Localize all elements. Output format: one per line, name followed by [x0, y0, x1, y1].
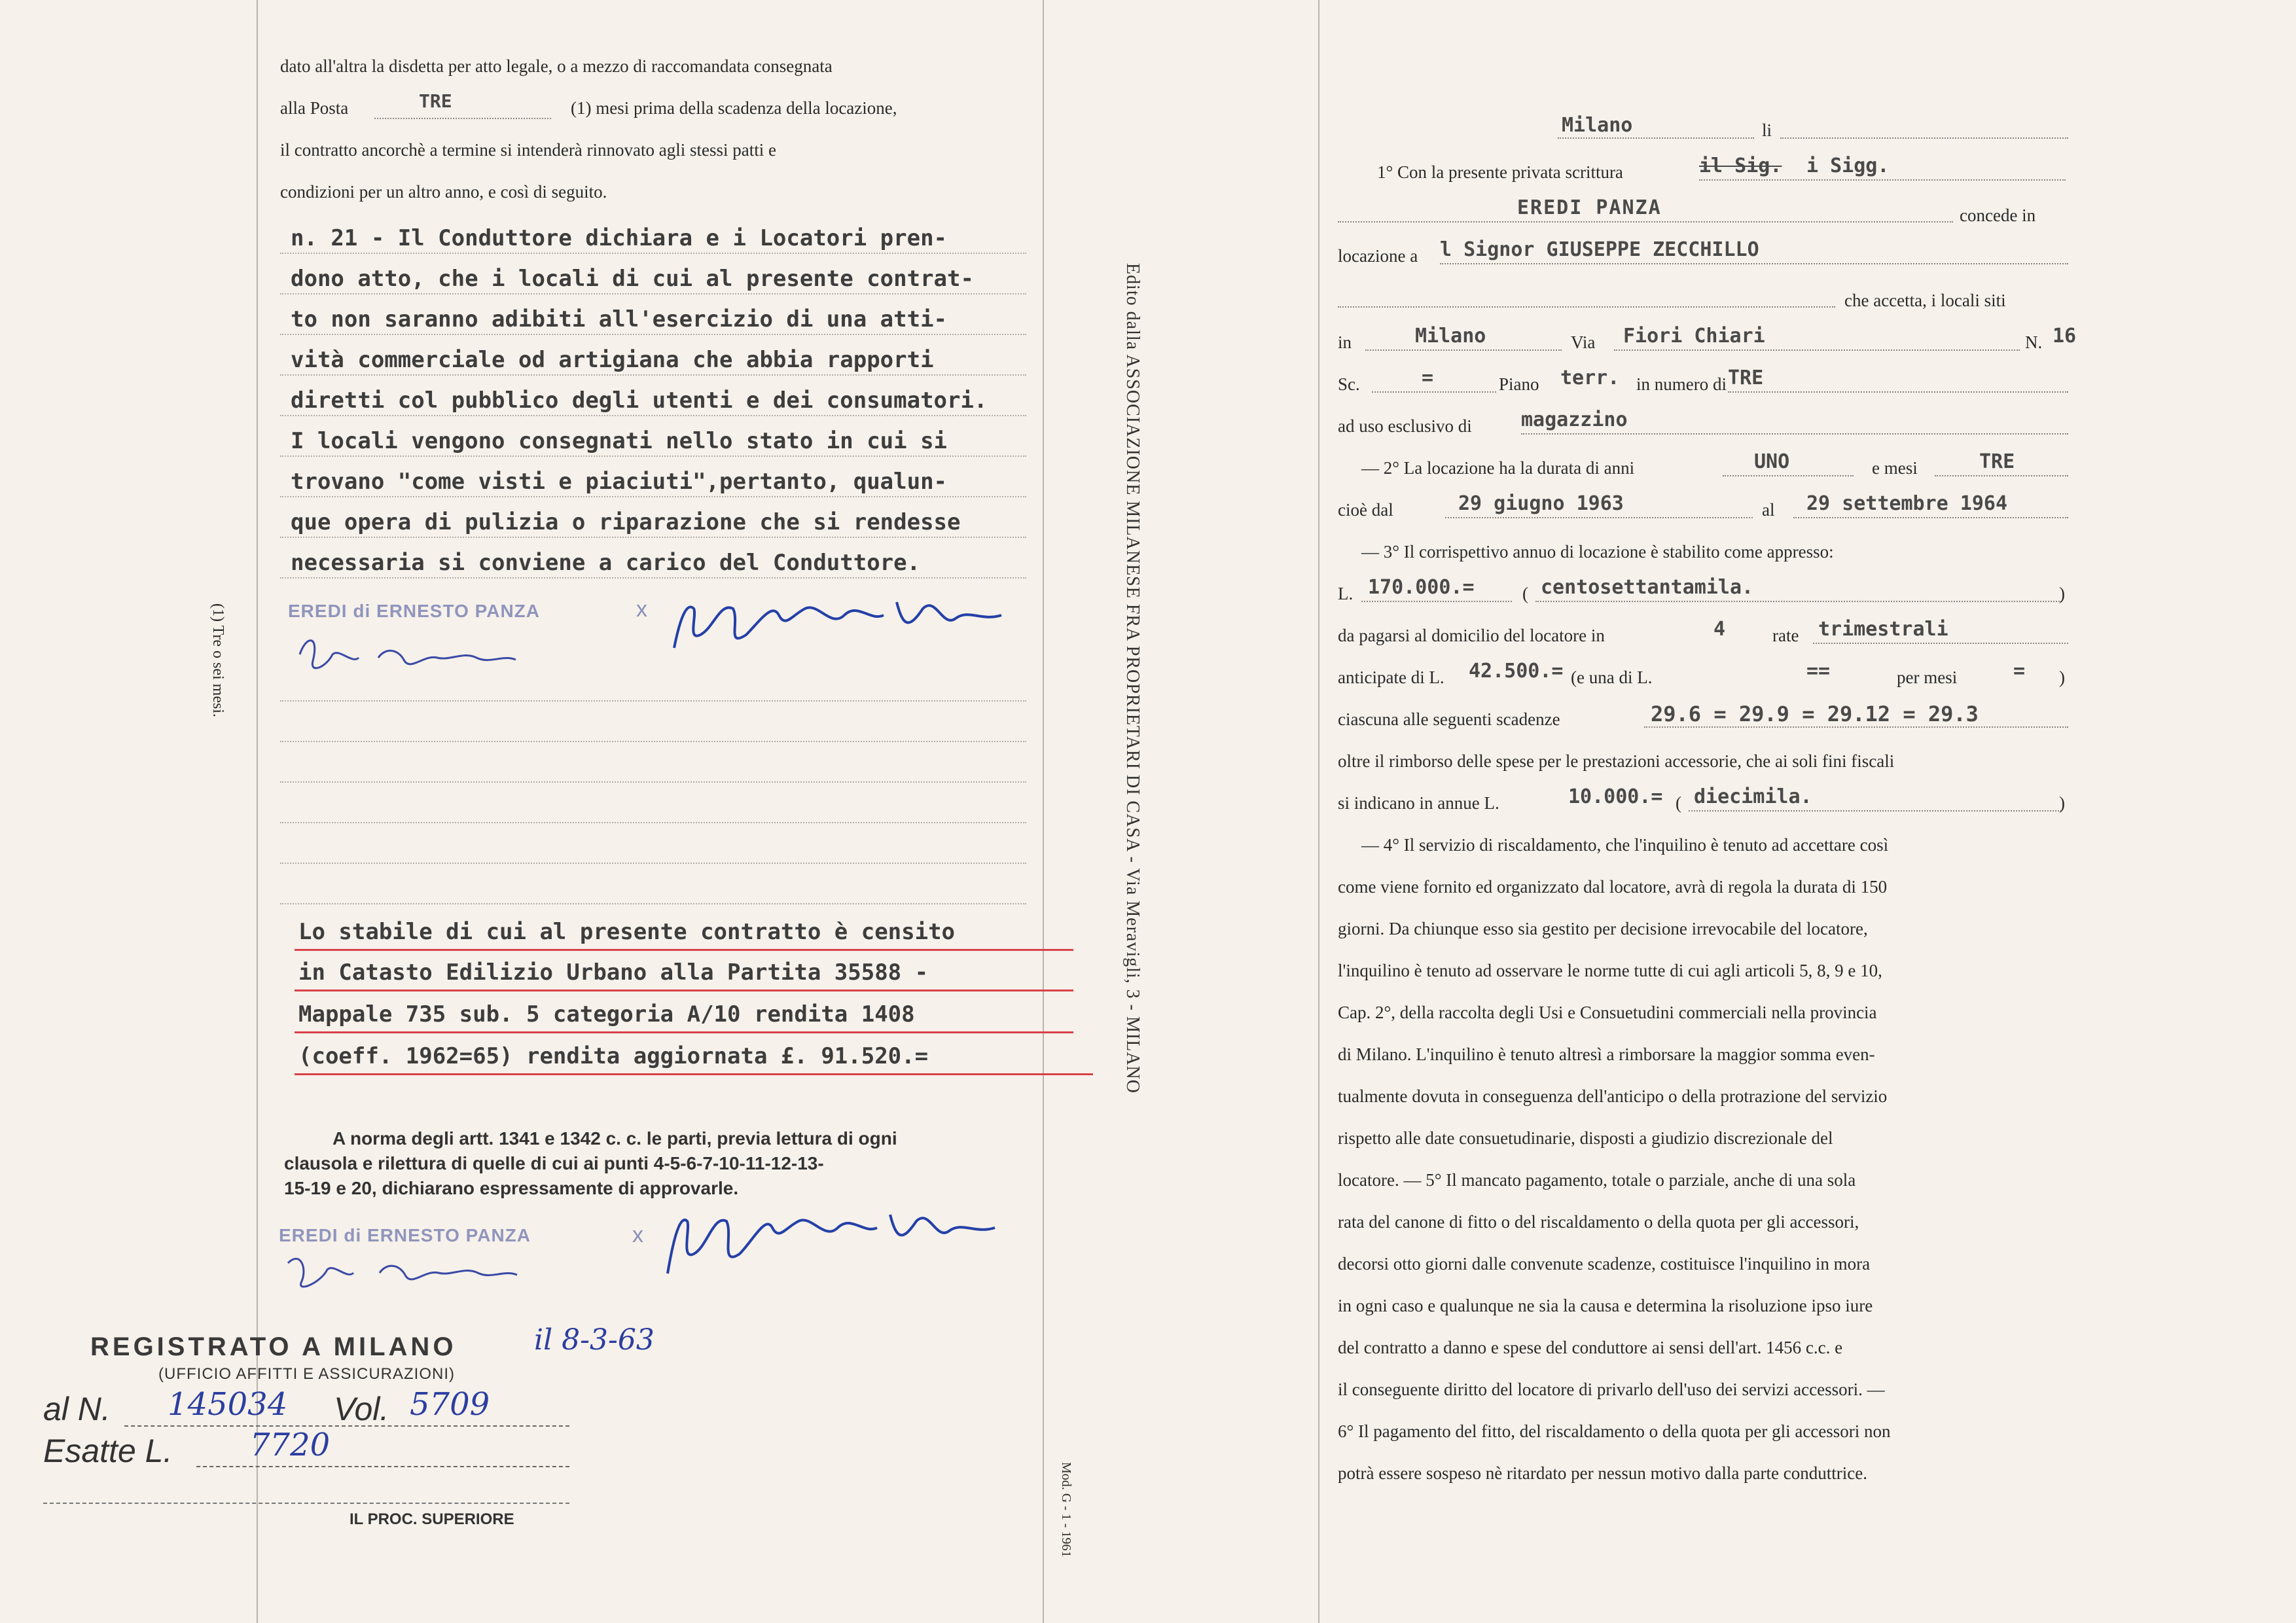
L-dots: [1361, 601, 1512, 602]
al-dots: [1793, 517, 2068, 518]
clause21-line: trovano "come visti e piaciuti",pertanto, qualun-: [291, 469, 948, 495]
corrispettivo-line: — 3° Il corrispettivo annuo di locazione è stabilito come appresso:: [1361, 542, 1834, 562]
rule: [280, 537, 1026, 538]
locazione-label: locazione a: [1338, 246, 1418, 266]
L-close-paren: ): [2059, 584, 2065, 603]
body-line: rispetto alle date consuetudinarie, disposti a giudizio discrezionale del: [1338, 1128, 1833, 1148]
rule: [280, 253, 1026, 254]
registration-date: il 8-3-63: [534, 1323, 655, 1357]
via-dots: [1614, 349, 2020, 351]
body-line: 6° Il pagamento del fitto, del riscaldamento o della quota per gli accessori non: [1338, 1421, 1891, 1441]
vol-label: Vol.: [334, 1391, 389, 1427]
L-open-paren: (: [1522, 584, 1528, 603]
uso-fill: magazzino: [1521, 408, 1628, 431]
stabile-line: Lo stabile di cui al presente contratto è censito: [298, 919, 956, 945]
rule: [280, 903, 1026, 904]
publisher-spine: Edito dalla ASSOCIAZIONE MILANESE FRA PROPRIETARI DI CASA - Via Meravigli, 3 - MILANO: [1122, 263, 1143, 1094]
dal-dots: [1445, 517, 1753, 518]
per-mesi-close: ): [2059, 668, 2065, 687]
body-line: del contratto a danno e spese del conduttore ai sensi dell'art. 1456 c.c. e: [1338, 1338, 1843, 1357]
rule: [280, 334, 1026, 335]
mesi-label: e mesi: [1872, 458, 1918, 478]
numero-label: in numero di: [1636, 374, 1727, 394]
clause21-line: to non saranno adibiti all'esercizio di una atti-: [291, 306, 948, 332]
tenant-signature: [655, 1202, 1021, 1287]
piano-label: Piano: [1499, 374, 1539, 394]
red-underline: [295, 990, 1073, 991]
L-words-dots: [1535, 601, 2062, 602]
anticipate-label: anticipate di L.: [1338, 668, 1444, 687]
concede-in: concede in: [1960, 205, 2036, 225]
signature-mark: x: [636, 597, 647, 622]
clause1-pre: 1° Con la presente privata scrittura: [1377, 162, 1623, 182]
lessor-dots: [1338, 221, 1953, 223]
tenant-dots: [1440, 263, 2068, 264]
una-di-label: (e una di L.: [1571, 668, 1653, 687]
rule: [280, 700, 1026, 702]
anni-dots: [1723, 475, 1854, 476]
stabile-line: (coeff. 1962=65) rendita aggiornata £. 91.520.=: [298, 1043, 929, 1069]
rule: [280, 374, 1026, 376]
right-margin-line: [1318, 0, 1319, 1623]
body-line: come viene fornito ed organizzato dal locatore, avrà di regola la durata di 150: [1338, 877, 1888, 897]
form-code: Mod. G - 1 - 1961: [1059, 1462, 1073, 1558]
body-line: l'inquilino è tenuto ad osservare le norme tutte di cui agli articoli 5, 8, 9 e 10,: [1338, 961, 1882, 980]
via-label: Via: [1571, 332, 1596, 352]
dal-fill: 29 giugno 1963: [1458, 492, 1624, 515]
body-line: potrà essere sospeso nè ritardato per nessun motivo dalla parte conduttrice.: [1338, 1463, 1867, 1483]
al-n-label: al N.: [43, 1391, 111, 1427]
rate-fill: trimestrali: [1818, 618, 1948, 641]
heirs-stamp: EREDI di ERNESTO PANZA: [279, 1225, 531, 1245]
para1-line1: dato all'altra la disdetta per atto legale, o a mezzo di raccomandata consegnata: [280, 56, 833, 76]
center-fold-line: [1043, 0, 1044, 1623]
rate-label: rate: [1772, 626, 1799, 645]
body-line: di Milano. L'inquilino è tenuto altresì a rimborsare la maggior somma even-: [1338, 1044, 1875, 1064]
in-label: in: [1338, 332, 1352, 352]
durata-pre: — 2° La locazione ha la durata di anni: [1361, 458, 1635, 478]
clause21-line: necessaria si conviene a carico del Conduttore.: [291, 550, 921, 576]
numero-dots: [1728, 391, 2068, 393]
L-words: centosettantamila.: [1541, 576, 1754, 599]
city-dots: [1558, 137, 1754, 139]
mesi-dots: [1935, 475, 2068, 476]
footnote: (1) Tre o sei mesi.: [209, 603, 226, 717]
proc-superiore: IL PROC. SUPERIORE: [350, 1510, 514, 1528]
rule: [280, 863, 1026, 864]
norma-line: clausola e rilettura di quelle di cui ai punti 4-5-6-7-10-11-12-13-: [284, 1153, 824, 1173]
esatte-label: Esatte L.: [43, 1433, 173, 1469]
clause21-line: vità commerciale od artigiana che abbia rapporti: [291, 347, 934, 373]
scadenze-fill: 29.6 = 29.9 = 29.12 = 29.3: [1651, 702, 1979, 726]
scadenze-label: ciascuna alle seguenti scadenze: [1338, 709, 1560, 729]
piano-fill: terr.: [1560, 366, 1620, 389]
para1-line4: condizioni per un altro anno, e così di seguito.: [280, 182, 607, 202]
norma-line: 15-19 e 20, dichiarano espressamente di approvarle.: [284, 1178, 739, 1198]
cioe-label: cioè dal: [1338, 500, 1393, 520]
numero-fill: TRE: [1728, 366, 1764, 389]
rule: [280, 577, 1026, 579]
body-line: tualmente dovuta in conseguenza dell'anticipo o della protrazione del servizio: [1338, 1086, 1888, 1106]
L-label: L.: [1338, 584, 1354, 603]
indicano-close-paren: ): [2059, 793, 2065, 813]
rule: [280, 293, 1026, 294]
indicano-fill: 10.000.=: [1568, 785, 1663, 808]
rate-dots: [1813, 643, 2068, 644]
norma-line: A norma degli artt. 1341 e 1342 c. c. le parti, previa lettura di ogni: [332, 1128, 897, 1149]
clause21-line: I locali vengono consegnati nello stato in cui si: [291, 428, 948, 454]
posta-fill: TRE: [419, 90, 452, 112]
in-dots: [1365, 349, 1562, 351]
accetta-text: che accetta, i locali siti: [1844, 291, 2006, 310]
lessor-fill: EREDI PANZA: [1517, 196, 1662, 219]
li-label: li: [1762, 120, 1772, 140]
tenant-fill: l Signor GIUSEPPE ZECCHILLO: [1440, 238, 1759, 261]
clause21-line: dono atto, che i locali di cui al presente contrat-: [291, 266, 974, 292]
anticipate-fill: 42.500.=: [1469, 660, 1564, 683]
sc-label: Sc.: [1338, 374, 1360, 394]
clause21-line: diretti col pubblico degli utenti e dei consumatori.: [291, 387, 988, 414]
rule: [280, 496, 1026, 497]
uso-label: ad uso esclusivo di: [1338, 416, 1472, 436]
accetta-dots: [1338, 306, 1835, 308]
indicano-label: si indicano in annue L.: [1338, 793, 1499, 813]
mesi-fill: TRE: [1979, 450, 2015, 473]
city-fill: Milano: [1562, 114, 1633, 137]
in-fill: Milano: [1415, 325, 1486, 348]
indicano-words: diecimila.: [1694, 785, 1812, 808]
body-line: rata del canone di fitto o del riscaldamento o della quota per gli accessori,: [1338, 1212, 1859, 1232]
para1-line2-label: alla Posta: [280, 98, 349, 118]
clause21-line: que opera di pulizia o riparazione che si rendesse: [291, 509, 961, 535]
rule: [280, 781, 1026, 783]
n-label: N.: [2025, 332, 2043, 352]
body-line: il conseguente diritto del locatore di privarlo dell'uso dei servizi accessori. —: [1338, 1380, 1885, 1399]
indicano-open-paren: (: [1676, 793, 1681, 813]
para1-line3: il contratto ancorchè a termine si intenderà rinnovato agli stessi patti e: [280, 140, 776, 160]
vol-value: 5709: [410, 1386, 490, 1423]
body-line: locatore. — 5° Il mancato pagamento, totale o parziale, anche di una sola: [1338, 1170, 1856, 1190]
sc-dots: [1372, 391, 1496, 393]
sc-fill: =: [1422, 366, 1434, 389]
stabile-line: in Catasto Edilizio Urbano alla Partita 35588 -: [298, 959, 929, 986]
una-fill: ==: [1806, 660, 1831, 683]
registration-title: REGISTRATO A MILANO: [90, 1332, 457, 1361]
L-fill: 170.000.=: [1368, 576, 1475, 599]
n-fill: 16: [2053, 325, 2077, 348]
clause21-line: n. 21 - Il Conduttore dichiara e i Locatori pren-: [291, 225, 948, 251]
heirs-stamp: EREDI di ERNESTO PANZA: [288, 601, 541, 621]
esatte-dots: [196, 1466, 569, 1467]
scadenze-dots: [1644, 726, 2068, 728]
anni-fill: UNO: [1754, 450, 1790, 473]
body-line: Cap. 2°, della raccolta degli Usi e Consuetudini commerciali nella provincia: [1338, 1003, 1877, 1022]
posta-dots: [374, 118, 551, 119]
proc-line: [43, 1503, 569, 1504]
esatte-value: 7720: [250, 1427, 331, 1463]
li-dots: [1780, 137, 2068, 139]
indicano-dots: [1689, 810, 2062, 812]
al-label: al: [1762, 500, 1775, 520]
per-mesi-label: per mesi: [1897, 668, 1958, 687]
clause1-dots: [1699, 179, 2066, 181]
body-line: — 4° Il servizio di riscaldamento, che l'inquilino è tenuto ad accettare così: [1361, 835, 1889, 855]
clause1-fill: i Sigg.: [1806, 154, 1890, 177]
body-line: decorsi otto giorni dalle convenute scadenze, costituisce l'inquilino in mora: [1338, 1254, 1871, 1274]
rate-num: 4: [1713, 618, 1726, 641]
body-line: giorni. Da chiunque esso sia gestito per decisione irrevocabile del locatore,: [1338, 919, 1868, 938]
uso-dots: [1521, 433, 2068, 435]
landlord-signature: [293, 628, 555, 681]
red-underline: [295, 949, 1073, 951]
rule: [280, 415, 1026, 416]
per-mesi-fill: =: [2013, 660, 2026, 683]
body-line: in ogni caso e qualunque ne sia la causa e determina la risoluzione ipso iure: [1338, 1296, 1873, 1315]
rule: [280, 741, 1026, 742]
red-underline: [295, 1073, 1093, 1075]
signature-mark: x: [632, 1222, 643, 1247]
rimborso-line: oltre il rimborso delle spese per le prestazioni accessorie, che ai soli fini fiscali: [1338, 751, 1895, 771]
via-fill: Fiori Chiari: [1623, 325, 1765, 348]
al-n-value: 145034: [168, 1386, 288, 1423]
al-fill: 29 settembre 1964: [1806, 492, 2008, 515]
tenant-signature: [661, 589, 1028, 661]
registration-subtitle: (UFFICIO AFFITTI E ASSICURAZIONI): [158, 1365, 456, 1383]
pagarsi-label: da pagarsi al domicilio del locatore in: [1338, 626, 1605, 645]
clause1-struck: il Sig.: [1699, 154, 1782, 177]
landlord-signature: [281, 1243, 556, 1296]
stabile-line: Mappale 735 sub. 5 categoria A/10 rendita 1408: [298, 1001, 915, 1027]
red-underline: [295, 1031, 1073, 1033]
rule: [280, 822, 1026, 823]
rule: [280, 455, 1026, 457]
para1-line2-rest: (1) mesi prima della scadenza della locazione,: [571, 98, 897, 118]
